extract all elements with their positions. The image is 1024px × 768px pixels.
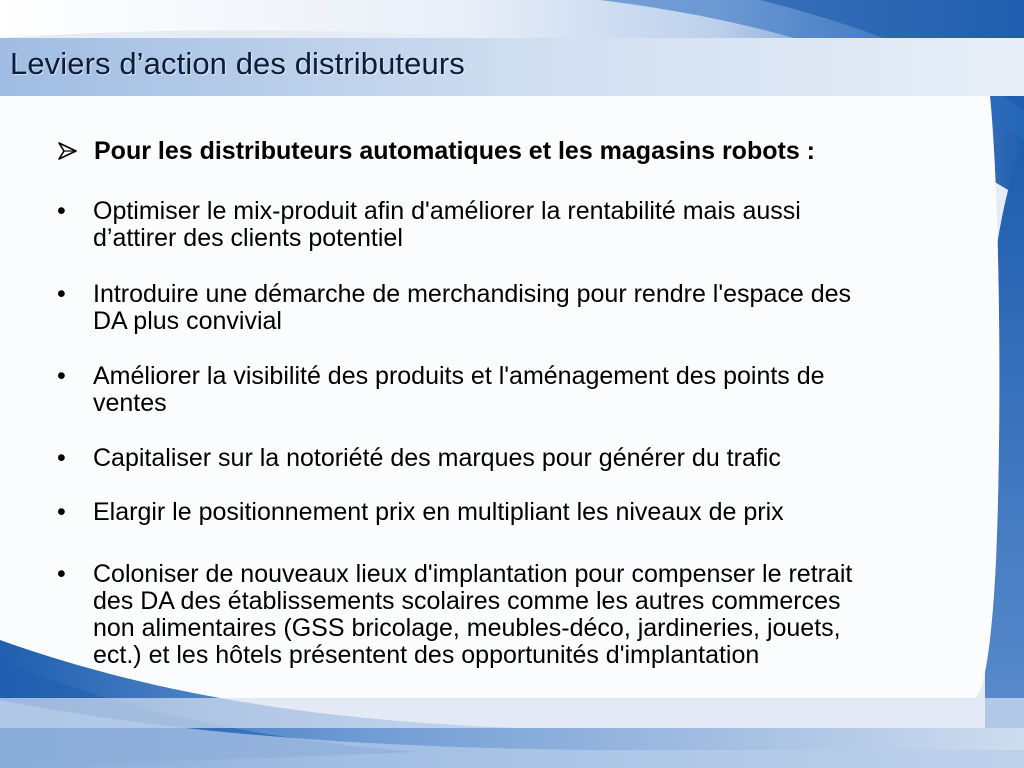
bullet-line: non alimentaires (GSS bricolage, meubles-déco, jardineries, jouets, [93,614,841,642]
bullet-line: Améliorer la visibilité des produits et l'aménagement des points de [93,362,825,390]
bullet-marker: • [57,197,66,225]
section-heading-row [57,137,957,165]
bullet-item [57,198,967,252]
bullet-line: d’attirer des clients potentiel [93,224,403,252]
bullet-line: DA plus convivial [93,307,282,335]
bullet-line: Elargir le positionnement prix en multipliant les niveaux de prix [93,498,784,526]
bullet-text [93,445,963,472]
slide-title: Leviers d’action des distributeurs [10,46,465,81]
arrow-right-icon [57,140,79,162]
bullet-item [57,281,967,335]
bullet-text [93,198,963,252]
section-heading: Pour les distributeurs automatiques et les magasins robots : [94,137,815,165]
bullet-line: Optimiser le mix-produit afin d'améliorer la rentabilité mais aussi [93,197,801,225]
bullet-marker: • [57,444,66,472]
bullet-line: Introduire une démarche de merchandising pour rendre l'espace des [93,280,852,308]
bullet-item [57,445,967,472]
bullet-item [57,499,967,526]
bullet-text [93,363,963,417]
bullet-marker: • [57,498,66,526]
bullet-text [93,281,963,335]
bullet-text [93,499,963,526]
bullet-item [57,363,967,417]
bullet-line: Capitaliser sur la notoriété des marques pour générer du trafic [93,444,781,472]
bullet-line: ect.) et les hôtels présentent des opportunités d'implantation [93,641,760,669]
bullet-line: des DA des établissements scolaires comme les autres commerces [93,587,841,615]
bullet-text [93,561,963,669]
bullet-item [57,561,967,669]
bullet-marker: • [57,362,66,390]
bullet-line: ventes [93,389,167,417]
bullet-line: Coloniser de nouveaux lieux d'implantation pour compenser le retrait [93,560,853,588]
bullet-marker: • [57,560,66,588]
bullet-marker: • [57,280,66,308]
